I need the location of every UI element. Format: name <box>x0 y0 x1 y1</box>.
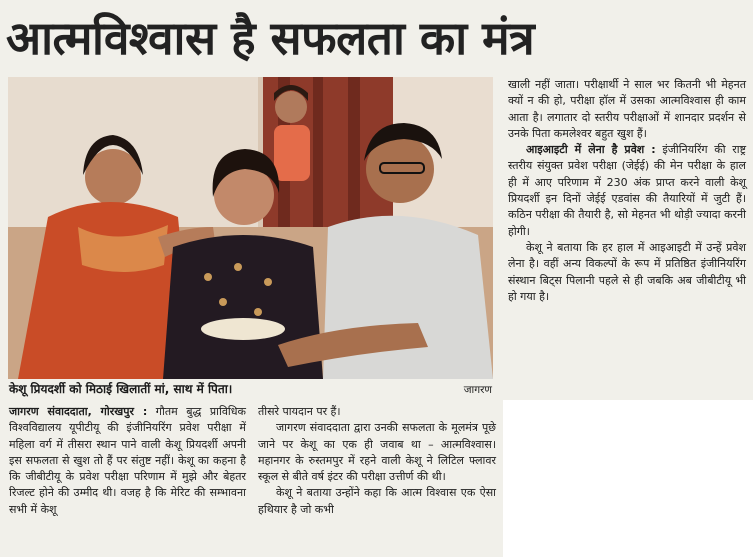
article-column-right <box>508 77 746 399</box>
photo-caption: केशू प्रियदर्शी को मिठाई खिलातीं मां, साथ में पिता। <box>9 382 233 396</box>
paragraph-text: इंजीनियरिंग की राष्ट्र स्तरीय संयुक्त प्रवेश परीक्षा (जेईई) की मेन परीक्षा के हाल ही में आए परिणाम में 230 अंक प्राप्त करने वाली केशू प्रियदर्शी इन दिनों जेईई एडवांस की तैयारियों में जुटी हैं। कठिन परीक्षा की तैयारी है, सो मेहनत भी थोड़ी ज्यादा करनी होगी। <box>508 143 746 238</box>
paragraph: जागरण संवाददाता द्वारा उनकी सफलता के मूलमंत्र पूछे जाने पर केशू का एक ही जवाब था – आत्मविश्वास। महानगर के रुस्तमपुर में रहने वाली केशू ने लिटिल फ्लावर स्कूल से बीते वर्ष इंटर की परीक्षा उत्तीर्ण की थी। <box>258 421 496 484</box>
headline: आत्मविश्वास है सफलता का मंत्र <box>6 11 535 65</box>
paragraph: केशू ने बताया कि हर हाल में आइआइटी में उन्हें प्रवेश लेना है। वहीं अन्य विकल्पों के रूप में प्रतिष्ठित इंजीनियरिंग संस्थान बिट्स पिलानी पहले से ही जबकि अब जीबीटीयू भी हो गया है। <box>508 240 746 303</box>
dateline: जागरण संवाददाता, गोरखपुर : <box>9 405 148 418</box>
article-column-middle <box>258 404 496 557</box>
article-column-left <box>9 404 246 557</box>
paragraph: खाली नहीं जाता। परीक्षार्थी ने साल भर कितनी भी मेहनत क्यों न की हो, परीक्षा हॉल में उसका आत्मविश्वास ही काम आता है। लगातार दो स्तरीय परीक्षाओं में शानदार प्रदर्शन से उनके पिता कमलेश्वर बहुत खुश हैं। <box>508 78 746 140</box>
family-photo-illustration <box>8 77 493 379</box>
paragraph: तीसरे पायदान पर हैं। <box>258 405 341 418</box>
paragraph <box>508 142 746 240</box>
news-photo <box>8 77 493 379</box>
paragraph-text: गौतम बुद्ध प्राविधिक विश्वविद्यालय यूपीटीयू की इंजीनियरिंग प्रवेश परीक्षा में महिला वर्ग में तीसरा स्थान पाने वाली केशू प्रियदर्शी अपनी इस सफलता से खुश तो हैं पर संतुष्ट नहीं। केशू का कहना है कि जीबीटीयू के प्रवेश परीक्षा परिणाम में मुझे और बेहतर रिजल्ट होने की उम्मीद थी। वजह है कि मेरिट की सम्भावना सभी में केशू <box>9 405 246 516</box>
paragraph: केशू ने बताया उन्होंने कहा कि आत्म विश्वास एक ऐसा हथियार है जो कभी <box>258 486 496 516</box>
subheading: आइआइटी में लेना है प्रवेश : <box>526 143 656 157</box>
photo-credit: जागरण <box>463 384 492 396</box>
paragraph <box>9 404 246 518</box>
